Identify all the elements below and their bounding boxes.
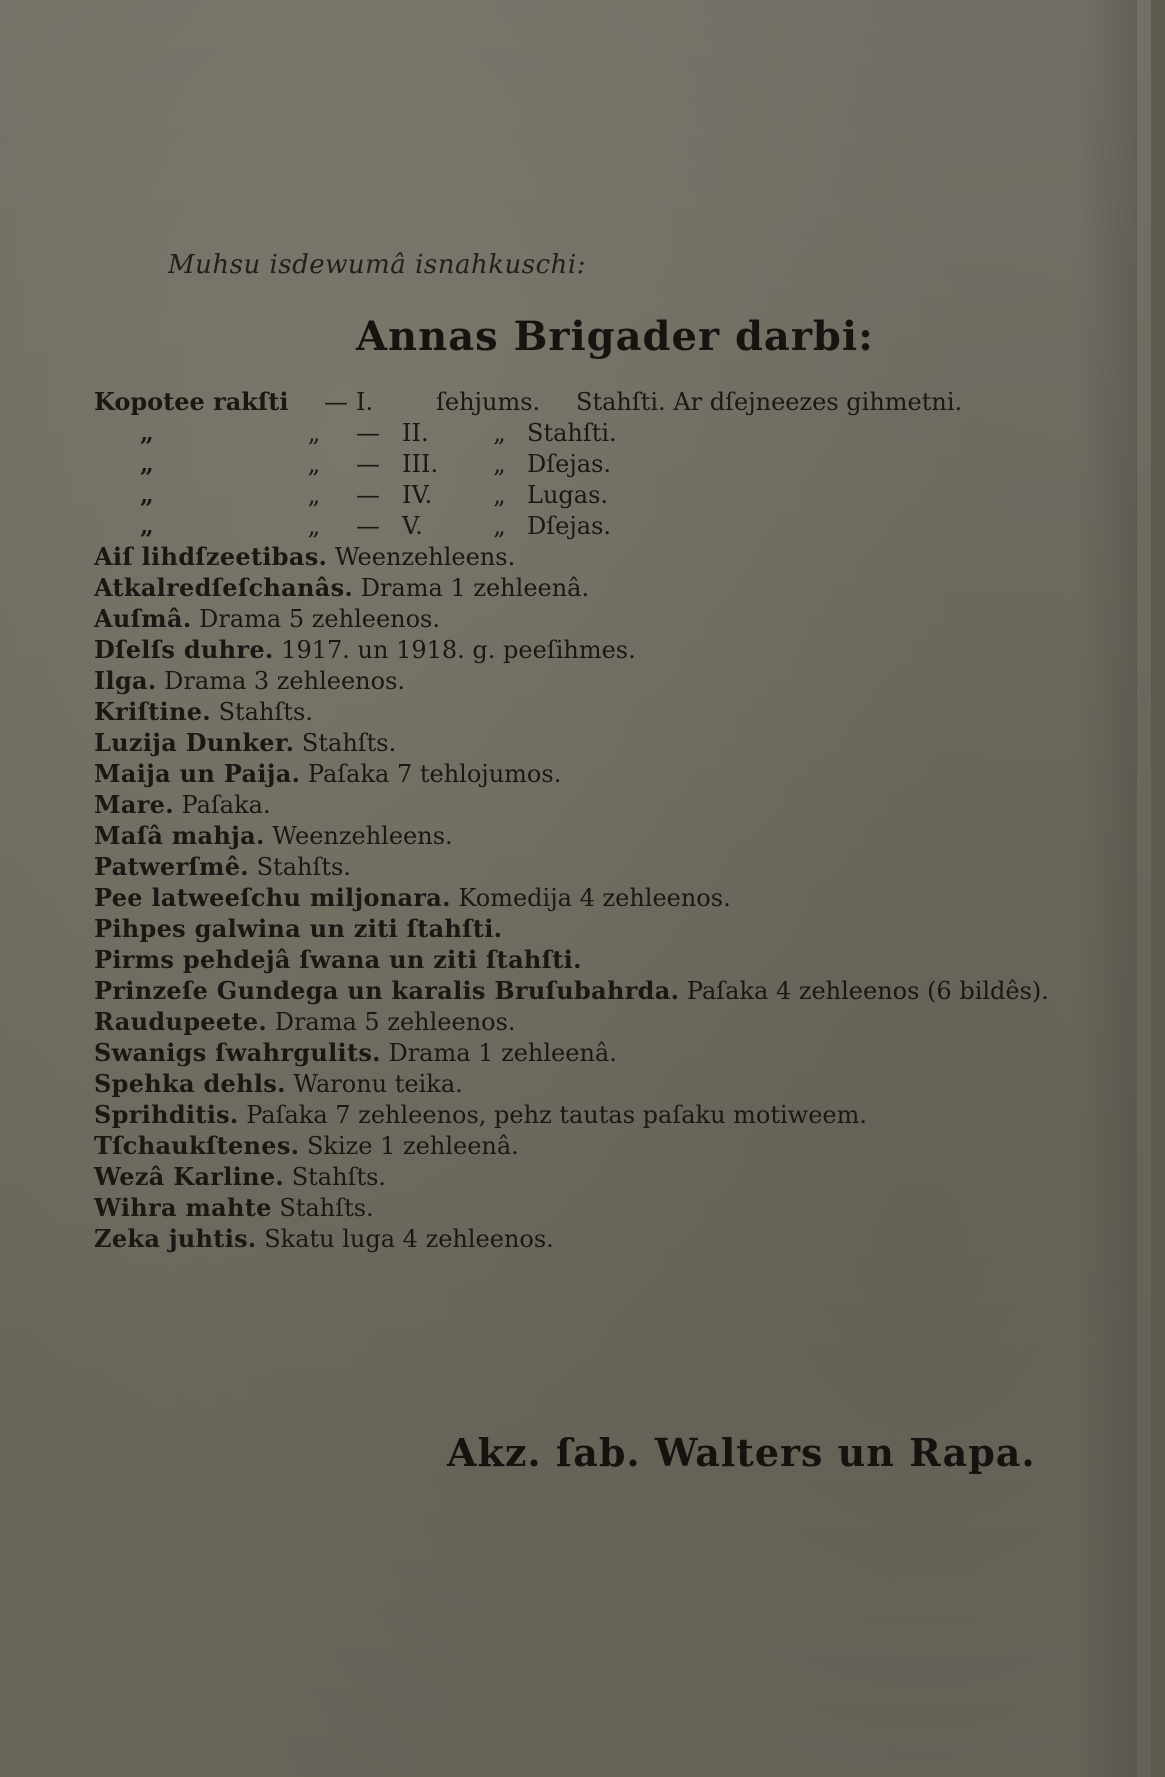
work-entry [94, 1223, 1124, 1254]
work-entry [94, 572, 1124, 603]
work-description: Paſaka 4 zehleenos (6 bildês). [686, 977, 1049, 1005]
work-entry [94, 882, 1124, 913]
work-entry [94, 975, 1124, 1006]
work-entry [94, 851, 1124, 882]
work-title: Wezâ Karline. [94, 1162, 285, 1191]
work-title: Maija un Paija. [94, 759, 301, 788]
work-entry [94, 1192, 1124, 1223]
work-title: Raudupeete. [94, 1007, 268, 1036]
ditto-mark: „ [493, 450, 506, 478]
work-entry [94, 634, 1124, 665]
work-description: Drama 3 zehleenos. [164, 667, 406, 695]
work-entry [94, 541, 1124, 572]
work-entry [94, 696, 1124, 727]
work-description: Paſaka 7 zehleenos, pehz tautas paſaku motiweem. [246, 1101, 868, 1129]
work-description: Stahſts. [218, 698, 313, 726]
work-title: Maſâ mahja. [94, 821, 265, 850]
works-list [94, 386, 1124, 1254]
collected-works-row [94, 386, 1124, 417]
work-description: Paſaka 7 tehlojumos. [307, 760, 562, 788]
volume-content: Dſejas. [527, 450, 612, 478]
work-entry [94, 727, 1124, 758]
work-entry [94, 1006, 1124, 1037]
dash: — [356, 450, 380, 478]
ditto-mark: „ [307, 450, 321, 478]
work-title: Pirms pehdejâ ſwana un ziti ſtahſti. [94, 945, 582, 974]
work-title: Zeka juhtis. [94, 1224, 257, 1253]
work-title: Swanigs ſwahrgulits. [94, 1038, 381, 1067]
volume-number: I. [356, 388, 374, 416]
collected-works-row [94, 417, 1124, 448]
volume-content: Stahſti. [527, 419, 617, 447]
volume-content: Lugas. [527, 481, 609, 509]
intro-line: Muhsu isdewumâ isnahkuschi: [168, 250, 586, 280]
work-description: Waronu teika. [293, 1070, 463, 1098]
volume-content: Dſejas. [527, 512, 612, 540]
work-description: Skatu luga 4 zehleenos. [264, 1225, 554, 1253]
volume-word: ſehjums. [436, 388, 541, 416]
ditto-mark: „ [140, 511, 154, 540]
work-title: Ilga. [94, 666, 157, 695]
ditto-mark: „ [140, 449, 154, 478]
work-title: Pee latweeſchu miljonara. [94, 883, 451, 912]
collected-works-row [94, 448, 1124, 479]
ditto-mark: „ [140, 418, 154, 447]
work-description: Drama 5 zehleenos. [274, 1008, 516, 1036]
dash: — [356, 512, 380, 540]
work-title: Luzija Dunker. [94, 728, 295, 757]
work-description: Stahſts. [279, 1194, 374, 1222]
work-title: Atkalredſeſchanâs. [94, 573, 354, 602]
work-title: Mare. [94, 790, 174, 819]
work-entry [94, 1130, 1124, 1161]
volume-number: V. [402, 512, 423, 540]
volume-number: II. [402, 419, 429, 447]
work-title: Kriſtine. [94, 697, 211, 726]
ditto-mark: „ [493, 419, 506, 447]
work-description: Weenzehleens. [272, 822, 453, 850]
ditto-mark: „ [307, 512, 321, 540]
author-heading: Annas Brigader darbi: [356, 313, 874, 360]
ditto-mark: „ [140, 480, 154, 509]
work-description: Stahſts. [256, 853, 351, 881]
work-title: Tſchaukſtenes. [94, 1131, 300, 1160]
work-entry [94, 1037, 1124, 1068]
ditto-mark: „ [493, 481, 506, 509]
work-title: Wihra mahte [94, 1193, 272, 1222]
dash: — [324, 388, 348, 416]
work-entry [94, 1161, 1124, 1192]
ditto-mark: „ [307, 419, 321, 447]
work-description: Stahſts. [291, 1163, 387, 1191]
work-title: Sprihditis. [94, 1100, 239, 1129]
work-entry [94, 758, 1124, 789]
work-title: Auſmâ. [94, 604, 192, 633]
volume-content: Stahſti. Ar dſejneezes gihmetni. [576, 388, 963, 416]
work-description: 1917. un 1918. g. peeſihmes. [281, 636, 636, 664]
volume-number: III. [402, 450, 439, 478]
work-entry [94, 789, 1124, 820]
work-entry [94, 820, 1124, 851]
work-title: Prinzeſe Gundega un karalis Bruſubahrda. [94, 976, 680, 1005]
work-entry [94, 944, 1124, 975]
work-title: Pihpes galwina un ziti ſtahſti. [94, 914, 503, 943]
work-entry [94, 1099, 1124, 1130]
work-title: Spehka dehls. [94, 1069, 286, 1098]
work-description: Drama 1 zehleenâ. [388, 1039, 617, 1067]
work-description: Drama 1 zehleenâ. [360, 574, 590, 602]
work-description: Weenzehleens. [334, 543, 516, 571]
collected-works-row [94, 479, 1124, 510]
work-entry [94, 1068, 1124, 1099]
dash: — [356, 419, 380, 447]
work-description: Skize 1 zehleenâ. [306, 1132, 519, 1160]
ditto-mark: „ [493, 512, 506, 540]
dash: — [356, 481, 380, 509]
work-entry [94, 665, 1124, 696]
work-description: Stahſts. [301, 729, 397, 757]
work-title: Aiſ lihdſzeetibas. [94, 542, 328, 571]
publisher-imprint: Akz. ſab. Walters un Rapa. [447, 1430, 1036, 1475]
work-title: Dſelſs duhre. [94, 635, 274, 664]
collected-works-title: Kopotee rakſti [94, 387, 289, 416]
work-entry [94, 603, 1124, 634]
work-description: Komedija 4 zehleenos. [458, 884, 731, 912]
collected-works-row [94, 510, 1124, 541]
work-description: Paſaka. [181, 791, 271, 819]
work-entry [94, 913, 1124, 944]
volume-number: IV. [402, 481, 433, 509]
work-title: Patwerſmê. [94, 852, 249, 881]
ditto-mark: „ [307, 481, 321, 509]
work-description: Drama 5 zehleenos. [199, 605, 440, 633]
